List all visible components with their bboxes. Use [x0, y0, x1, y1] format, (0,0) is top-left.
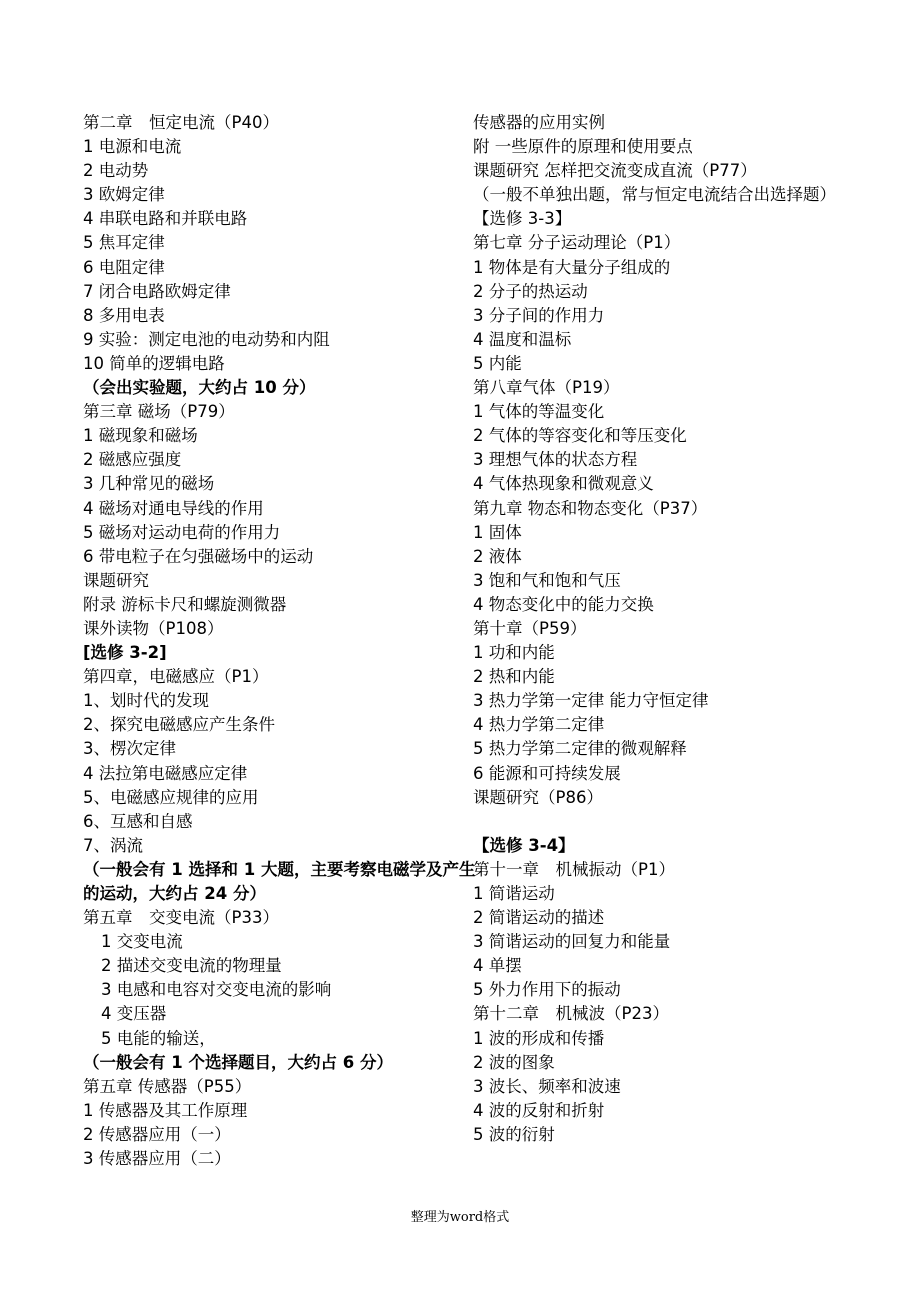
- toc-line: 5 焦耳定律: [83, 233, 165, 253]
- toc-line: 10 简单的逻辑电路: [83, 353, 225, 373]
- toc-line: 1 传感器及其工作原理: [83, 1100, 248, 1120]
- left-column: [83, 111, 478, 1171]
- toc-line: 1 电源和电流: [83, 137, 182, 157]
- toc-line: 4 变压器: [101, 1004, 167, 1024]
- toc-line: 1 气体的等温变化: [473, 402, 605, 422]
- toc-line: 课题研究 怎样把交流变成直流（P77）: [473, 161, 757, 181]
- toc-line: 第四章，电磁感应（P1）: [83, 667, 269, 687]
- toc-line: 【选修 3-3】: [473, 209, 572, 229]
- toc-line: （一般不单独出题，常与恒定电流结合出选择题）: [473, 185, 836, 205]
- toc-line: 7 闭合电路欧姆定律: [83, 281, 231, 301]
- toc-line: 第十一章 机械振动（P1）: [473, 859, 675, 879]
- toc-line: 2 液体: [473, 546, 522, 566]
- toc-line: 1、划时代的发现: [83, 691, 209, 711]
- toc-line: 第七章 分子运动理论（P1）: [473, 233, 681, 253]
- toc-line: 2 磁感应强度: [83, 450, 182, 470]
- toc-line: 1 波的形成和传播: [473, 1028, 605, 1048]
- toc-line: 5 波的衍射: [473, 1124, 555, 1144]
- page-footer: 整理为word格式: [410, 1210, 510, 1225]
- toc-line: 5 电能的输送，: [101, 1028, 216, 1048]
- toc-line: 5 外力作用下的振动: [473, 980, 621, 1000]
- toc-line: 3 电感和电容对交变电流的影响: [101, 980, 332, 1000]
- toc-line: （会出实验题，大约占 10 分）: [83, 378, 316, 398]
- toc-line: 2 气体的等容变化和等压变化: [473, 426, 687, 446]
- toc-line: 附 一些原件的原理和使用要点: [473, 137, 693, 157]
- toc-line: 4 法拉第电磁感应定律: [83, 763, 248, 783]
- toc-line: 3 热力学第一定律 能力守恒定律: [473, 691, 709, 711]
- toc-line: 4 温度和温标: [473, 329, 572, 349]
- toc-line: 2 简谐运动的描述: [473, 908, 605, 928]
- toc-line: 2 传感器应用（一）: [83, 1124, 231, 1144]
- toc-line: 3 传感器应用（二）: [83, 1149, 231, 1169]
- toc-line: 8 多用电表: [83, 305, 165, 325]
- toc-line: 6 能源和可持续发展: [473, 763, 621, 783]
- toc-line: 4 单摆: [473, 956, 522, 976]
- toc-line: 5 磁场对运动电荷的作用力: [83, 522, 281, 542]
- toc-line: 4 气体热现象和微观意义: [473, 474, 654, 494]
- toc-line: 课题研究: [83, 570, 149, 590]
- toc-line: 第二章 恒定电流（P40）: [83, 113, 279, 132]
- toc-line: 6、互感和自感: [83, 811, 193, 831]
- toc-line: 2 分子的热运动: [473, 281, 588, 301]
- toc-line: 第十章（P59）: [473, 618, 587, 638]
- toc-line: 5、电磁感应规律的应用: [83, 787, 259, 807]
- toc-line: 1 交变电流: [101, 932, 183, 952]
- toc-line: 3 简谐运动的回复力和能量: [473, 932, 671, 952]
- toc-line: 2 热和内能: [473, 667, 555, 687]
- toc-line: 第九章 物态和物态变化（P37）: [473, 498, 708, 518]
- toc-line: 第五章 交变电流（P33）: [83, 908, 279, 928]
- toc-line: 7、涡流: [83, 835, 143, 855]
- toc-line: 4 物态变化中的能力交换: [473, 594, 654, 614]
- toc-line: 6 带电粒子在匀强磁场中的运动: [83, 546, 314, 566]
- spacer: [473, 810, 858, 834]
- toc-line: 3 欧姆定律: [83, 185, 165, 205]
- toc-line: （一般会有 1 个选择题目，大约占 6 分）: [83, 1052, 393, 1072]
- toc-line: 【选修 3-4】: [473, 835, 575, 855]
- toc-line: 第八章气体（P19）: [473, 378, 620, 398]
- toc-line: [选修 3-2]: [83, 643, 167, 663]
- toc-line: 2 描述交变电流的物理量: [101, 956, 282, 976]
- toc-line: 1 固体: [473, 522, 522, 542]
- toc-line: 课题研究（P86）: [473, 787, 603, 807]
- toc-line: 4 串联电路和并联电路: [83, 209, 248, 229]
- toc-line: 3 分子间的作用力: [473, 305, 605, 325]
- toc-line: 3 波长、频率和波速: [473, 1076, 621, 1096]
- toc-line: 3 理想气体的状态方程: [473, 450, 638, 470]
- toc-line: 2 波的图象: [473, 1052, 555, 1072]
- toc-line: 1 功和内能: [473, 643, 555, 663]
- toc-line: 2 电动势: [83, 161, 149, 181]
- toc-line: 1 物体是有大量分子组成的: [473, 257, 671, 277]
- toc-line: 5 热力学第二定律的微观解释: [473, 739, 687, 759]
- toc-line: 3 饱和气和饱和气压: [473, 570, 621, 590]
- toc-line: 1 简谐运动: [473, 884, 555, 903]
- right-column: [473, 111, 858, 1147]
- toc-line: 4 热力学第二定律: [473, 715, 605, 735]
- toc-line: 4 磁场对通电导线的作用: [83, 498, 264, 518]
- toc-line: （一般会有 1 选择和 1 大题，主要考察电磁学及产生的运动，大约占 24 分）: [83, 859, 476, 903]
- toc-line: 9 实验：测定电池的电动势和内阻: [83, 329, 330, 349]
- toc-line: 附录 游标卡尺和螺旋测微器: [83, 594, 287, 614]
- toc-line: 课外读物（P108）: [83, 618, 224, 638]
- toc-line: 2、探究电磁感应产生条件: [83, 715, 275, 735]
- toc-line: 1 磁现象和磁场: [83, 426, 198, 446]
- toc-line: 6 电阻定律: [83, 257, 165, 277]
- toc-line: 5 内能: [473, 353, 522, 373]
- toc-line: 第十二章 机械波（P23）: [473, 1004, 669, 1024]
- toc-line: 4 波的反射和折射: [473, 1100, 605, 1120]
- toc-line: 第五章 传感器（P55）: [83, 1076, 252, 1096]
- toc-line: 第三章 磁场（P79）: [83, 402, 235, 422]
- toc-line: 传感器的应用实例: [473, 113, 605, 132]
- toc-line: 3 几种常见的磁场: [83, 474, 215, 494]
- toc-line: 3、楞次定律: [83, 739, 176, 759]
